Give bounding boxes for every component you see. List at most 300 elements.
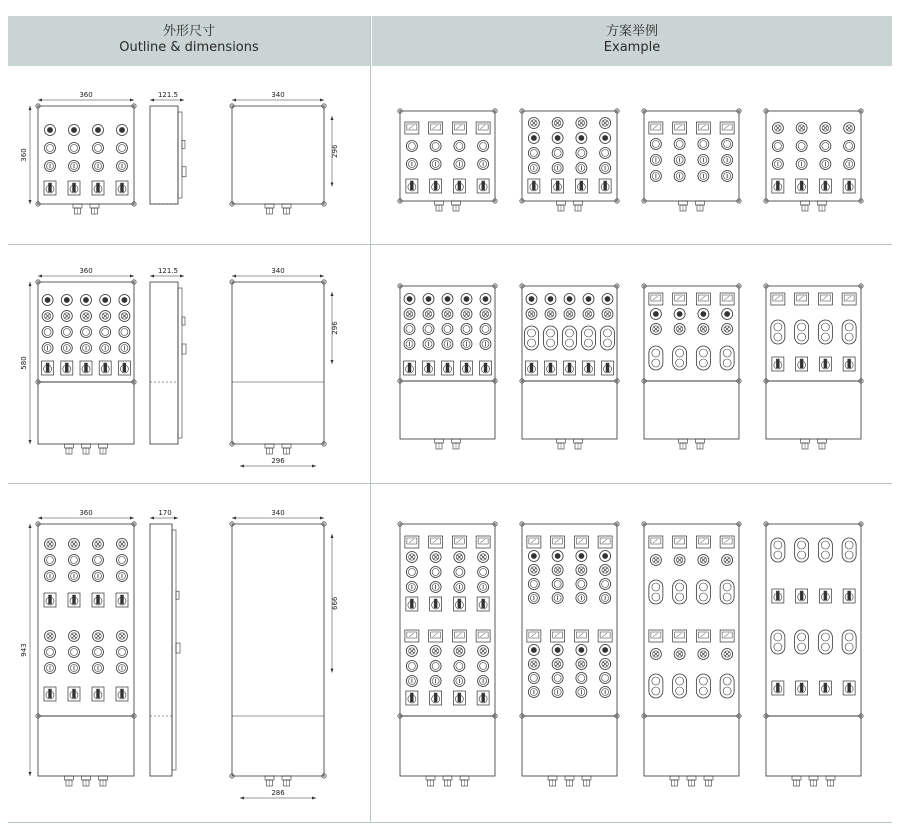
indicator-lamp-icon [528, 133, 539, 144]
cable-gland [282, 776, 291, 786]
push-button-icon [81, 343, 92, 354]
push-button-icon [650, 139, 661, 150]
indicator-lamp-icon [42, 311, 53, 322]
mounting-screw [493, 284, 497, 288]
meter-icon [649, 630, 663, 642]
mounting-screw [764, 109, 768, 113]
meter-icon [673, 536, 687, 548]
meter-icon [452, 122, 466, 134]
meter-icon [649, 122, 663, 134]
push-button-icon [650, 155, 661, 166]
push-button-icon [528, 593, 539, 604]
example-r1-c3 [642, 109, 741, 211]
indicator-lamp-icon [820, 123, 831, 134]
indicator-lamp-icon [45, 539, 56, 550]
cable-gland [582, 776, 591, 786]
cable-gland [282, 204, 291, 214]
rotary-switch-icon [843, 681, 855, 695]
mounting-screw [520, 284, 524, 288]
indicator-lamp-icon [430, 552, 441, 563]
push-button-icon [528, 148, 539, 159]
push-button-icon [117, 647, 128, 658]
front-view [20, 509, 136, 786]
meter-icon [673, 122, 687, 134]
push-button-icon [576, 593, 587, 604]
cable-gland [82, 776, 91, 786]
push-button-icon [674, 139, 685, 150]
push-button-icon [404, 339, 415, 350]
push-button-icon [406, 661, 417, 672]
meter-icon [574, 630, 588, 642]
indicator-lamp-icon [650, 309, 661, 320]
rotary-switch-icon [44, 687, 56, 701]
meter-icon [795, 293, 809, 305]
push-button-icon [478, 582, 489, 593]
dimension-label: 121.5 [157, 267, 179, 275]
cable-gland [99, 444, 108, 454]
cable-gland [704, 776, 713, 786]
push-button-icon [552, 687, 563, 698]
push-button-icon [528, 673, 539, 684]
rotary-switch-icon [406, 179, 418, 193]
push-button-icon [406, 676, 417, 687]
mounting-screw [322, 104, 326, 108]
example-r3-c3 [642, 522, 741, 786]
mounting-screw [642, 199, 646, 203]
push-button-icon [69, 571, 80, 582]
indicator-lamp-icon [93, 539, 104, 550]
push-button-icon [600, 673, 611, 684]
rotary-switch-icon [477, 179, 489, 193]
cable-gland [818, 201, 827, 211]
rotary-switch-icon [430, 691, 442, 705]
indicator-lamp-icon [698, 649, 709, 660]
cable-gland [443, 776, 452, 786]
meter-icon [598, 630, 612, 642]
indicator-lamp-icon [69, 125, 80, 136]
mounting-screw [322, 202, 326, 206]
mounting-screw [493, 199, 497, 203]
meter-icon [476, 122, 490, 134]
example-r2-c4 [764, 284, 863, 449]
indicator-lamp-icon [674, 555, 685, 566]
mounting-screw [322, 522, 326, 526]
rotary-switch-icon [772, 357, 784, 371]
push-button-icon [844, 141, 855, 152]
mounting-screw [615, 109, 619, 113]
push-button-icon [430, 141, 441, 152]
double-button-icon [795, 538, 809, 562]
meter-icon [429, 122, 443, 134]
push-button-icon [406, 582, 417, 593]
meter-icon [551, 536, 565, 548]
mounting-screw [230, 202, 234, 206]
push-button-icon [698, 139, 709, 150]
indicator-lamp-icon [545, 309, 556, 320]
indicator-lamp-icon [423, 294, 434, 305]
cable-gland [265, 204, 274, 214]
push-button-icon [650, 171, 661, 182]
rotary-switch-icon [772, 681, 784, 695]
push-button-icon [454, 141, 465, 152]
indicator-lamp-icon [406, 552, 417, 563]
indicator-lamp-icon [117, 539, 128, 550]
push-button-icon [454, 567, 465, 578]
push-button-icon [117, 161, 128, 172]
cable-gland [826, 776, 835, 786]
rotary-switch-icon [843, 589, 855, 603]
indicator-lamp-icon [442, 309, 453, 320]
double-button-icon [720, 580, 734, 604]
push-button-icon [430, 661, 441, 672]
push-button-icon [552, 579, 563, 590]
push-button-icon [45, 647, 56, 658]
push-button-icon [820, 159, 831, 170]
example-r2-c3 [642, 284, 741, 449]
indicator-lamp-icon [42, 295, 53, 306]
rotary-switch-icon [42, 361, 54, 375]
indicator-lamp-icon [674, 324, 685, 335]
push-button-icon [119, 343, 130, 354]
mounting-screw [493, 109, 497, 113]
push-button-icon [442, 339, 453, 350]
indicator-lamp-icon [61, 295, 72, 306]
double-button-icon [673, 580, 687, 604]
meter-icon [405, 122, 419, 134]
double-button-icon [649, 346, 663, 370]
indicator-lamp-icon [650, 555, 661, 566]
rotary-switch-icon [44, 181, 56, 195]
rotary-switch-icon [61, 361, 73, 375]
push-button-icon [42, 327, 53, 338]
cable-gland [282, 444, 291, 454]
cable-gland [679, 201, 688, 211]
indicator-lamp-icon [674, 309, 685, 320]
meter-icon [429, 630, 443, 642]
indicator-lamp-icon [81, 295, 92, 306]
rotary-switch-icon [796, 589, 808, 603]
mounting-screw [132, 280, 136, 284]
side-view [150, 91, 186, 204]
mounting-screw [322, 280, 326, 284]
indicator-lamp-icon [93, 631, 104, 642]
indicator-lamp-icon [722, 555, 733, 566]
indicator-lamp-icon [528, 565, 539, 576]
indicator-lamp-icon [528, 118, 539, 129]
indicator-lamp-icon [69, 539, 80, 550]
meter-icon [673, 630, 687, 642]
meter-icon [527, 536, 541, 548]
cable-gland [574, 439, 583, 449]
push-button-icon [423, 324, 434, 335]
push-button-icon [698, 155, 709, 166]
cable-gland [792, 776, 801, 786]
cable-gland [670, 776, 679, 786]
indicator-lamp-icon [564, 309, 575, 320]
rotary-switch-icon [477, 597, 489, 611]
dimension-label: 943 [20, 643, 28, 657]
back-view [230, 509, 339, 800]
mounting-screw [230, 280, 234, 284]
cable-gland [801, 201, 810, 211]
push-button-icon [454, 661, 465, 672]
outline-header-zh: 外形尺寸 [162, 24, 215, 39]
indicator-lamp-icon [81, 311, 92, 322]
indicator-lamp-icon [552, 565, 563, 576]
back-view [230, 91, 339, 214]
indicator-lamp-icon [552, 118, 563, 129]
push-button-icon [480, 339, 491, 350]
mounting-screw [859, 109, 863, 113]
indicator-lamp-icon [583, 309, 594, 320]
mounting-screw [230, 442, 234, 446]
rotary-switch-icon [526, 361, 538, 375]
indicator-lamp-icon [93, 125, 104, 136]
indicator-lamp-icon [454, 646, 465, 657]
push-button-icon [600, 148, 611, 159]
push-button-icon [674, 171, 685, 182]
push-button-icon [430, 567, 441, 578]
push-button-icon [480, 324, 491, 335]
double-button-icon [696, 346, 710, 370]
mounting-screw [737, 284, 741, 288]
rotary-switch-icon [68, 687, 80, 701]
indicator-lamp-icon [454, 552, 465, 563]
mounting-screw [132, 104, 136, 108]
meter-icon [720, 630, 734, 642]
outline-row-1 [20, 91, 339, 214]
indicator-lamp-icon [564, 294, 575, 305]
dimension-label: 666 [331, 596, 339, 610]
rotary-switch-icon [404, 361, 416, 375]
cable-gland [435, 439, 444, 449]
push-button-icon [454, 676, 465, 687]
cable-gland [574, 201, 583, 211]
push-button-icon [478, 159, 489, 170]
example-r2-c1 [398, 284, 497, 449]
push-button-icon [576, 673, 587, 684]
cable-gland [679, 439, 688, 449]
indicator-lamp-icon [552, 133, 563, 144]
dimension-label: 580 [20, 356, 28, 370]
rotary-switch-icon [599, 179, 611, 193]
example-r2-c2 [520, 284, 619, 449]
rotary-switch-icon [453, 597, 465, 611]
push-button-icon [576, 579, 587, 590]
push-button-icon [454, 582, 465, 593]
cable-gland [265, 776, 274, 786]
meter-icon [551, 630, 565, 642]
outline-row-2 [20, 267, 339, 468]
indicator-lamp-icon [480, 309, 491, 320]
cable-gland [696, 439, 705, 449]
mounting-screw [737, 522, 741, 526]
rotary-switch-icon [477, 691, 489, 705]
meter-icon [720, 536, 734, 548]
outline-header-en: Outline & dimensions [119, 40, 259, 55]
indicator-lamp-icon [552, 551, 563, 562]
indicator-lamp-icon [119, 295, 130, 306]
cable-gland [426, 776, 435, 786]
push-button-icon [93, 555, 104, 566]
mounting-screw [642, 284, 646, 288]
push-button-icon [674, 155, 685, 166]
cable-gland [557, 201, 566, 211]
double-button-icon [649, 674, 663, 698]
dimension-label: 340 [271, 267, 285, 275]
double-button-icon [649, 580, 663, 604]
rotary-switch-icon [843, 179, 855, 193]
cable-gland [565, 776, 574, 786]
push-button-icon [406, 159, 417, 170]
indicator-lamp-icon [698, 309, 709, 320]
mounting-screw [520, 199, 524, 203]
meter-icon [649, 536, 663, 548]
double-button-icon [720, 674, 734, 698]
indicator-lamp-icon [796, 123, 807, 134]
mounting-screw [520, 522, 524, 526]
push-button-icon [119, 327, 130, 338]
meter-icon [673, 293, 687, 305]
indicator-lamp-icon [576, 645, 587, 656]
rotary-switch-icon [44, 593, 56, 607]
push-button-icon [69, 161, 80, 172]
indicator-lamp-icon [528, 659, 539, 670]
meter-icon [696, 293, 710, 305]
indicator-lamp-icon [69, 631, 80, 642]
indicator-lamp-icon [528, 645, 539, 656]
cable-gland [801, 439, 810, 449]
cable-gland [809, 776, 818, 786]
rotary-switch-icon [99, 361, 111, 375]
double-button-icon [696, 580, 710, 604]
indicator-lamp-icon [576, 659, 587, 670]
dimension-label: 360 [79, 91, 93, 99]
indicator-lamp-icon [600, 118, 611, 129]
double-button-icon [771, 630, 785, 654]
rotary-switch-icon [453, 179, 465, 193]
cable-gland [65, 776, 74, 786]
mounting-screw [520, 109, 524, 113]
push-button-icon [423, 339, 434, 350]
push-button-icon [430, 159, 441, 170]
double-button-icon [818, 630, 832, 654]
mounting-screw [36, 104, 40, 108]
double-button-icon [842, 630, 856, 654]
indicator-lamp-icon [698, 555, 709, 566]
mounting-screw [398, 284, 402, 288]
indicator-lamp-icon [406, 646, 417, 657]
dimension-label: 296 [271, 457, 285, 465]
push-button-icon [100, 343, 111, 354]
push-button-icon [528, 163, 539, 174]
meter-icon [527, 630, 541, 642]
dimension-label: 170 [158, 509, 172, 517]
push-button-icon [552, 593, 563, 604]
example-header-en: Example [603, 40, 661, 55]
push-button-icon [442, 324, 453, 335]
rotary-switch-icon [819, 589, 831, 603]
indicator-lamp-icon [480, 294, 491, 305]
meter-icon [720, 293, 734, 305]
push-button-icon [117, 143, 128, 154]
mounting-screw [132, 202, 136, 206]
mounting-screw [642, 522, 646, 526]
indicator-lamp-icon [600, 551, 611, 562]
double-button-icon [842, 538, 856, 562]
mounting-screw [737, 109, 741, 113]
push-button-icon [552, 673, 563, 684]
push-button-icon [461, 339, 472, 350]
rotary-switch-icon [819, 357, 831, 371]
mounting-screw [398, 522, 402, 526]
mounting-screw [642, 109, 646, 113]
push-button-icon [45, 555, 56, 566]
double-button-icon [525, 326, 539, 350]
push-button-icon [528, 579, 539, 590]
front-view [20, 267, 136, 454]
rotary-switch-icon [552, 179, 564, 193]
side-view [150, 509, 180, 776]
push-button-icon [844, 159, 855, 170]
example-r1-c4 [764, 109, 863, 211]
push-button-icon [93, 161, 104, 172]
double-button-icon [842, 320, 856, 344]
rotary-switch-icon [423, 361, 435, 375]
cable-gland [99, 776, 108, 786]
push-button-icon [528, 687, 539, 698]
cable-gland [90, 204, 99, 214]
push-button-icon [600, 593, 611, 604]
push-button-icon [404, 324, 415, 335]
mounting-screw [764, 284, 768, 288]
indicator-lamp-icon [404, 294, 415, 305]
meter-icon [574, 536, 588, 548]
cable-gland [435, 201, 444, 211]
push-button-icon [722, 171, 733, 182]
push-button-icon [576, 163, 587, 174]
push-button-icon [722, 139, 733, 150]
rotary-switch-icon [843, 357, 855, 371]
double-button-icon [582, 326, 596, 350]
push-button-icon [45, 571, 56, 582]
push-button-icon [61, 327, 72, 338]
mounting-screw [36, 280, 40, 284]
mounting-screw [36, 202, 40, 206]
rotary-switch-icon [796, 179, 808, 193]
indicator-lamp-icon [722, 324, 733, 335]
dimension-label: 360 [20, 148, 28, 162]
rotary-switch-icon [796, 357, 808, 371]
meter-icon [771, 293, 785, 305]
push-button-icon [478, 567, 489, 578]
indicator-lamp-icon [650, 324, 661, 335]
rotary-switch-icon [575, 179, 587, 193]
rotary-switch-icon [528, 179, 540, 193]
mounting-screw [230, 522, 234, 526]
example-r3-c4 [764, 522, 863, 786]
indicator-lamp-icon [600, 133, 611, 144]
indicator-lamp-icon [100, 295, 111, 306]
rotary-switch-icon [92, 687, 104, 701]
meter-icon [476, 630, 490, 642]
push-button-icon [600, 579, 611, 590]
push-button-icon [69, 555, 80, 566]
double-button-icon [771, 538, 785, 562]
dimension-label: 360 [79, 509, 93, 517]
cable-gland [452, 439, 461, 449]
push-button-icon [45, 143, 56, 154]
